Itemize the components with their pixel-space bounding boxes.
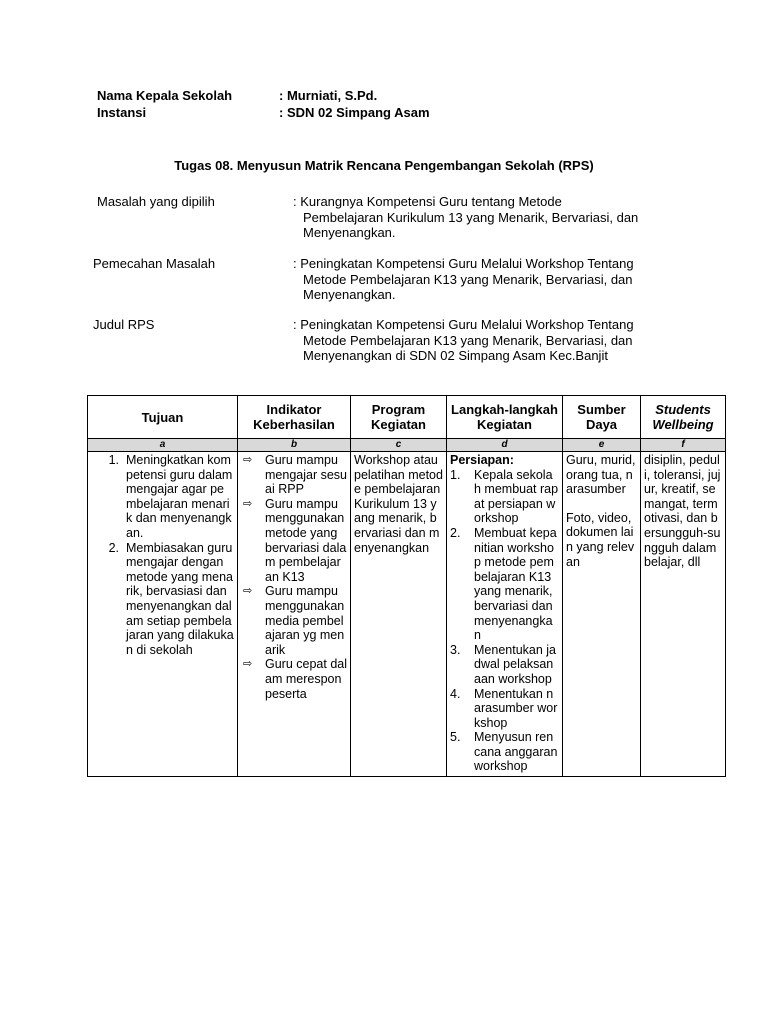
letter-c: c: [351, 439, 447, 452]
arrow-right-icon: ⇨: [243, 454, 253, 466]
item-number: 2.: [108, 540, 119, 555]
tujuan-item: [91, 541, 234, 658]
arrow-right-icon: ⇨: [243, 658, 253, 671]
rps-title-label: Judul RPS: [93, 317, 155, 332]
header-wellbeing: Students Wellbeing: [641, 396, 726, 439]
principal-value: : Murniati, S.Pd.: [279, 88, 378, 103]
langkah-item: [450, 468, 559, 526]
header-program: Program Kegiatan: [351, 396, 447, 439]
problem-line: : Kurangnya Kompetensi Guru tentang Metode: [293, 194, 562, 209]
solution-line: Menyenangkan.: [303, 287, 396, 302]
table-header-row: [88, 396, 726, 439]
wellbeing-cell: [641, 452, 726, 777]
column-letter-row: [88, 439, 726, 452]
indikator-item: [241, 657, 347, 701]
indikator-item: [241, 497, 347, 585]
tujuan-cell: [88, 452, 238, 777]
rps-title-line: Metode Pembelajaran K13 yang Menarik, Bervariasi, dan: [303, 332, 633, 348]
letter-e: e: [563, 439, 641, 452]
problem-value: [293, 194, 693, 241]
arrow-right-icon: ⇨: [243, 585, 253, 598]
letter-b: b: [238, 439, 351, 452]
item-number: 4.: [450, 686, 461, 701]
rps-matrix-table: [87, 395, 726, 777]
letter-f: f: [641, 439, 726, 452]
langkah-cell: [447, 452, 563, 777]
item-number: 1.: [450, 467, 461, 482]
item-text: Guru mampu menggunakan media pembelajaran yg menarik: [265, 584, 345, 657]
item-text: Guru mampu mengajar sesuai RPP: [265, 453, 347, 497]
langkah-heading: Persiapan:: [450, 453, 514, 467]
solution-value: [293, 256, 693, 303]
sumber-media: Foto, video, dokumen lain yang relevan: [566, 510, 635, 569]
institution-value: : SDN 02 Simpang Asam: [279, 105, 430, 120]
table-body-row: [88, 452, 726, 777]
problem-line: Pembelajaran Kurikulum 13 yang Menarik, Bervariasi, dan: [303, 209, 639, 225]
problem-label: Masalah yang dipilih: [97, 194, 215, 209]
item-number: 5.: [450, 730, 461, 745]
item-text: Meningkatkan kompetensi guru dalam mengajar agar pembelajaran menarik dan menyenangkan.: [126, 453, 233, 540]
item-text: Menentukan narasumber workshop: [474, 686, 558, 730]
sumber-people: Guru, murid, orang tua, narasumber: [566, 453, 636, 497]
document-title: Tugas 08. Menyusun Matrik Rencana Pengembangan Sekolah (RPS): [174, 158, 594, 173]
indikator-item: [241, 453, 347, 497]
tujuan-item: [91, 453, 234, 541]
solution-label: Pemecahan Masalah: [93, 256, 216, 271]
header-sumber: Sumber Daya: [563, 396, 641, 439]
langkah-item: [450, 526, 559, 643]
item-number: 2.: [450, 525, 461, 540]
solution-line: Metode Pembelajaran K13 yang Menarik, Bervariasi, dan: [303, 271, 633, 287]
rps-title-value: [293, 317, 693, 364]
item-text: Membuat kepanitian workshop metode pembelajaran K13 yang menarik, bervariasi dan menyenangkan: [474, 525, 557, 643]
problem-line: Menyenangkan.: [303, 225, 396, 240]
indikator-item: [241, 584, 347, 657]
item-number: 1.: [108, 453, 119, 467]
header-indikator: Indikator Keberhasilan: [238, 396, 351, 439]
institution-label: Instansi: [97, 105, 147, 120]
item-text: Menyusun rencana anggaran workshop: [474, 730, 558, 774]
rps-title-line: : Peningkatan Kompetensi Guru Melalui Workshop Tentang: [293, 317, 634, 332]
item-number: 3.: [450, 642, 461, 657]
wellbeing-text: disiplin, peduli, toleransi, jujur, kreatif, semangat, termotivasi, dan bersungguh-sungguh dalam belajar, dll: [644, 453, 721, 570]
sumber-cell: [563, 452, 641, 777]
item-text: Membiasakan guru mengajar dengan metode yang menarik, bervasiasi dan menyenangkan dalam setiap pembelajaran yang dilakukan di sekolah: [126, 540, 234, 657]
header-langkah: Langkah-langkah Kegiatan: [447, 396, 563, 439]
letter-d: d: [447, 439, 563, 452]
item-text: Menentukan jadwal pelaksanaan workshop: [474, 642, 557, 686]
arrow-right-icon: ⇨: [243, 497, 253, 510]
program-cell: [351, 452, 447, 777]
item-text: Guru cepat dalam merespon peserta: [265, 657, 347, 701]
rps-title-line: Menyenangkan di SDN 02 Simpang Asam Kec.Banjit: [303, 348, 608, 363]
langkah-item: [450, 643, 559, 687]
item-text: Kepala sekolah membuat rapat persiapan workshop: [474, 467, 559, 526]
langkah-item: [450, 687, 559, 731]
header-tujuan: Tujuan: [88, 396, 238, 439]
solution-line: : Peningkatan Kompetensi Guru Melalui Workshop Tentang: [293, 256, 634, 271]
principal-label: Nama Kepala Sekolah: [97, 88, 233, 103]
langkah-item: [450, 730, 559, 774]
letter-a: a: [88, 439, 238, 452]
indikator-cell: [238, 452, 351, 777]
item-text: Guru mampu menggunakan metode yang bervariasi dalam pembelajaran K13: [265, 496, 347, 584]
program-text: Workshop atau pelatihan metode pembelajaran Kurikulum 13 yang menarik, bervariasi dan menyenangkan: [354, 453, 443, 555]
